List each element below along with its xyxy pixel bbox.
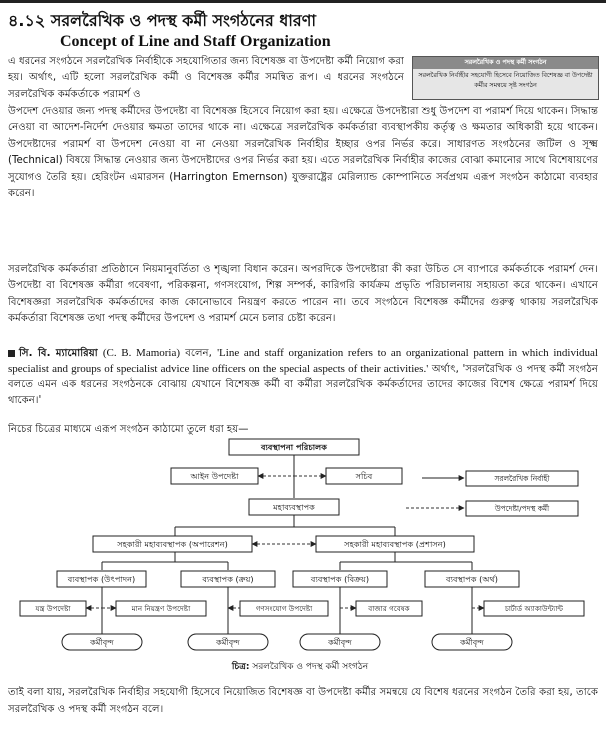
legal-advisor-label: আইন উপদেষ্টা (190, 471, 239, 481)
mamoria-quote (8, 346, 598, 420)
caption-label: চিত্র: (231, 661, 250, 672)
sidebar-title: সরলরৈখিক ও পদস্থ কর্মী সংগঠন (413, 57, 598, 69)
paragraph-1-rest: উপদেশ দেওয়ার জন্য পদস্থ কর্মীদের উপদেষ্টা বা বিশেষজ্ঞ হিসেবে নিয়োগ করা হয়। এক্ষেত্রে উপদেষ্টারা শুধু উপদেশ বা পরামর্শ দিয়ে থাকেন। সিদ্ধান্ত নেওয়া বা আদেশ-নির্দেশ দেওয়ার ক্ষমতা তাদের থাকে না। এক্ষেত্রে সরলরৈখিক কর্মকর্তারা ব্যবস্থাপকীয় কর্তৃত্ব ও ক্ষমতার অধিকারী হয়ে থাকেন। উপদেষ্টাদের পরামর্শ বা উপদেশ নেওয়া বা না নেওয়া সরলরৈখিক নির্বাহীর ইচ্ছার ওপর নির্ভর করে। সাধারণত সংগঠনের জটিল ও সূক্ষ্ম (Technical) বিষয়ে সিদ্ধান্ত নেওয়ার জন্য উপদেষ্টাদের ওপর নির্ভর করা হয়। এতে সরলরৈখিক নির্বাহীর কাজের বোঝা কমানোর সাথে বিশেষায়ণের সুযোগও তৈরি হয়। হেরিংটন এমারসন (Harrington Emernson) যুক্তরাষ্ট্রের মেরিল্যান্ড কোম্পানিতে সর্বপ্রথম এরূপ সংগঠন কাঠামো ব্যবহার করেন। (8, 106, 598, 200)
secretary-label: সচিব (355, 471, 373, 481)
mgr-production-label: ব্যবস্থাপক (উৎপাদন) (67, 574, 136, 584)
definition-sidebar (412, 56, 599, 100)
chart-intro: নিচের চিত্রের মাধ্যমে এরূপ সংগঠন কাঠামো তুলে ধরা হয়— (8, 424, 249, 435)
mgr-finance-label: ব্যবস্থাপক (অর্থ) (446, 574, 498, 584)
market-researcher-label: বাজার গবেষক (368, 604, 410, 613)
bullet-square-icon (8, 350, 15, 357)
quote-text-english: 'Line and staff organization refers to an organizational pattern in which individual specialist and groups of specialist advice line officers on the special aspects of their activities.' (8, 347, 598, 375)
figure-caption (231, 660, 369, 672)
sidebar-body: সরলরৈখিক নির্বাহীর সহযোগী হিসেবে নিয়োজিত বিশেষজ্ঞ বা উপদেষ্টা কর্মীর সমন্বয়ে সৃষ্ট সংগঠন (418, 72, 593, 89)
closing-paragraph: তাই বলা যায়, সরলরৈখিক নির্বাহীর সহযোগী হিসেবে নিয়োজিত বিশেষজ্ঞ বা উপদেষ্টা কর্মীর সমন্বয়ে যে বিশেষ ধরনের সংগঠন তৈরি করা হয়, তাকে সরলরৈখিক ও পদস্থ কর্মী সংগঠন বলে। (8, 687, 598, 715)
quote-translation: অর্থাৎ, 'সরলরৈখিক ও পদস্থ কর্মী সংগঠন বলতে এমন এক ধরনের সংগঠনকে বোঝায় যেখানে বিশেষজ্ঞ কর্মী বা কর্মীরা সরলরৈখিক কর্মকর্তাদের তাদের কাজের বিশেষ ক্ষেত্রে পরামর্শ দিয়ে থাকেন।' (8, 363, 598, 406)
quote-author-english: (C. B. Mamoria) (102, 347, 181, 359)
top-rule (0, 0, 606, 3)
section-heading-bangla: ৪.১২ সরলরৈখিক ও পদস্থ কর্মী সংগঠনের ধারণা (8, 11, 317, 30)
agm-admin-label: সহকারী মহাব্যবস্থাপক (প্রশাসন) (344, 539, 446, 549)
quote-said: বলেন, (185, 348, 212, 359)
workers-label-4: কর্মীবৃন্দ (460, 637, 484, 647)
workers-label-1: কর্মীবৃন্দ (90, 637, 114, 647)
legend-staff-label: উপদেষ্টা/পদস্থ কর্মী (494, 504, 550, 513)
chartered-accountant-label: চার্টার্ড অ্যাকাউন্ট্যান্ট (504, 604, 564, 613)
caption-text: সরলরৈখিক ও পদস্থ কর্মী সংগঠন (252, 661, 369, 672)
paragraph-1-top: এ ধরনের সংগঠনে সরলরৈখিক নির্বাহীকে সহযোগিতার জন্য বিশেষজ্ঞ বা উপদেষ্টা কর্মী নিয়োগ করা হয়। অর্থাৎ, এটি হলো সরলরৈখিক কর্মী ও বিশেষজ্ঞ কর্মীর সমন্বিত রূপ। এ ধরনের সংগঠনে সরলরৈখিক কর্মকর্তাকে পরামর্শ ও (8, 56, 404, 100)
mgr-sales-label: ব্যবস্থাপক (বিক্রয়) (310, 574, 370, 584)
machine-advisor-label: যন্ত্র উপদেষ্টা (35, 604, 71, 613)
workers-label-3: কর্মীবৃন্দ (328, 637, 352, 647)
pr-advisor-label: গণসংযোগ উপদেষ্টা (255, 604, 313, 613)
quality-advisor-label: মান নিয়ন্ত্রণ উপদেষ্টা (131, 604, 191, 613)
quote-author-bangla: সি. বি. ম্যামোরিয়া (19, 348, 98, 359)
paragraph-2: সরলরৈখিক কর্মকর্তারা প্রতিষ্ঠানে নিয়মানুবর্তিতা ও শৃঙ্খলা বিধান করেন। অপরদিকে উপদেষ্টারা কী করা উচিত সে ব্যাপারে কর্মকর্তাকে পরামর্শ দেন। উপদেষ্টা বা বিশেষজ্ঞ কর্মীরা গবেষণা, পরিকল্পনা, গণসংযোগ, শিল্প সম্পর্ক, কারিগরি কার্যক্রম প্রভৃতি পরিচালনায় সহায়তা করে থাকেন। এখানে বিশেষজ্ঞরা সরলরৈখিক কর্মকর্তাদের কাজ কোনোভাবে নিয়ন্ত্রণ করতে পারেন না। তবে সংগঠনে বিশেষজ্ঞ কর্মীদের গুরুত্ব থাকায় সরলরৈখিক কর্মকর্তারা বিশেষজ্ঞ তথা পদস্থ কর্মীদের উপদেশ ও পরামর্শ মেনে চলার চেষ্টা করেন। (8, 264, 598, 325)
legend-line-label: সরলরৈখিক নির্বাহী (494, 474, 550, 483)
agm-ops-label: সহকারী মহাব্যবস্থাপক (অপারেশন) (117, 539, 228, 549)
section-heading-english: Concept of Line and Staff Organization (60, 33, 331, 50)
mgr-purchase-label: ব্যবস্থাপক (ক্রয়) (202, 574, 254, 584)
director-label: ব্যবস্থাপনা পরিচালক (261, 442, 327, 452)
gm-label: মহাব্যবস্থাপক (273, 502, 315, 512)
workers-label-2: কর্মীবৃন্দ (216, 637, 240, 647)
org-chart-diagram (0, 436, 606, 681)
